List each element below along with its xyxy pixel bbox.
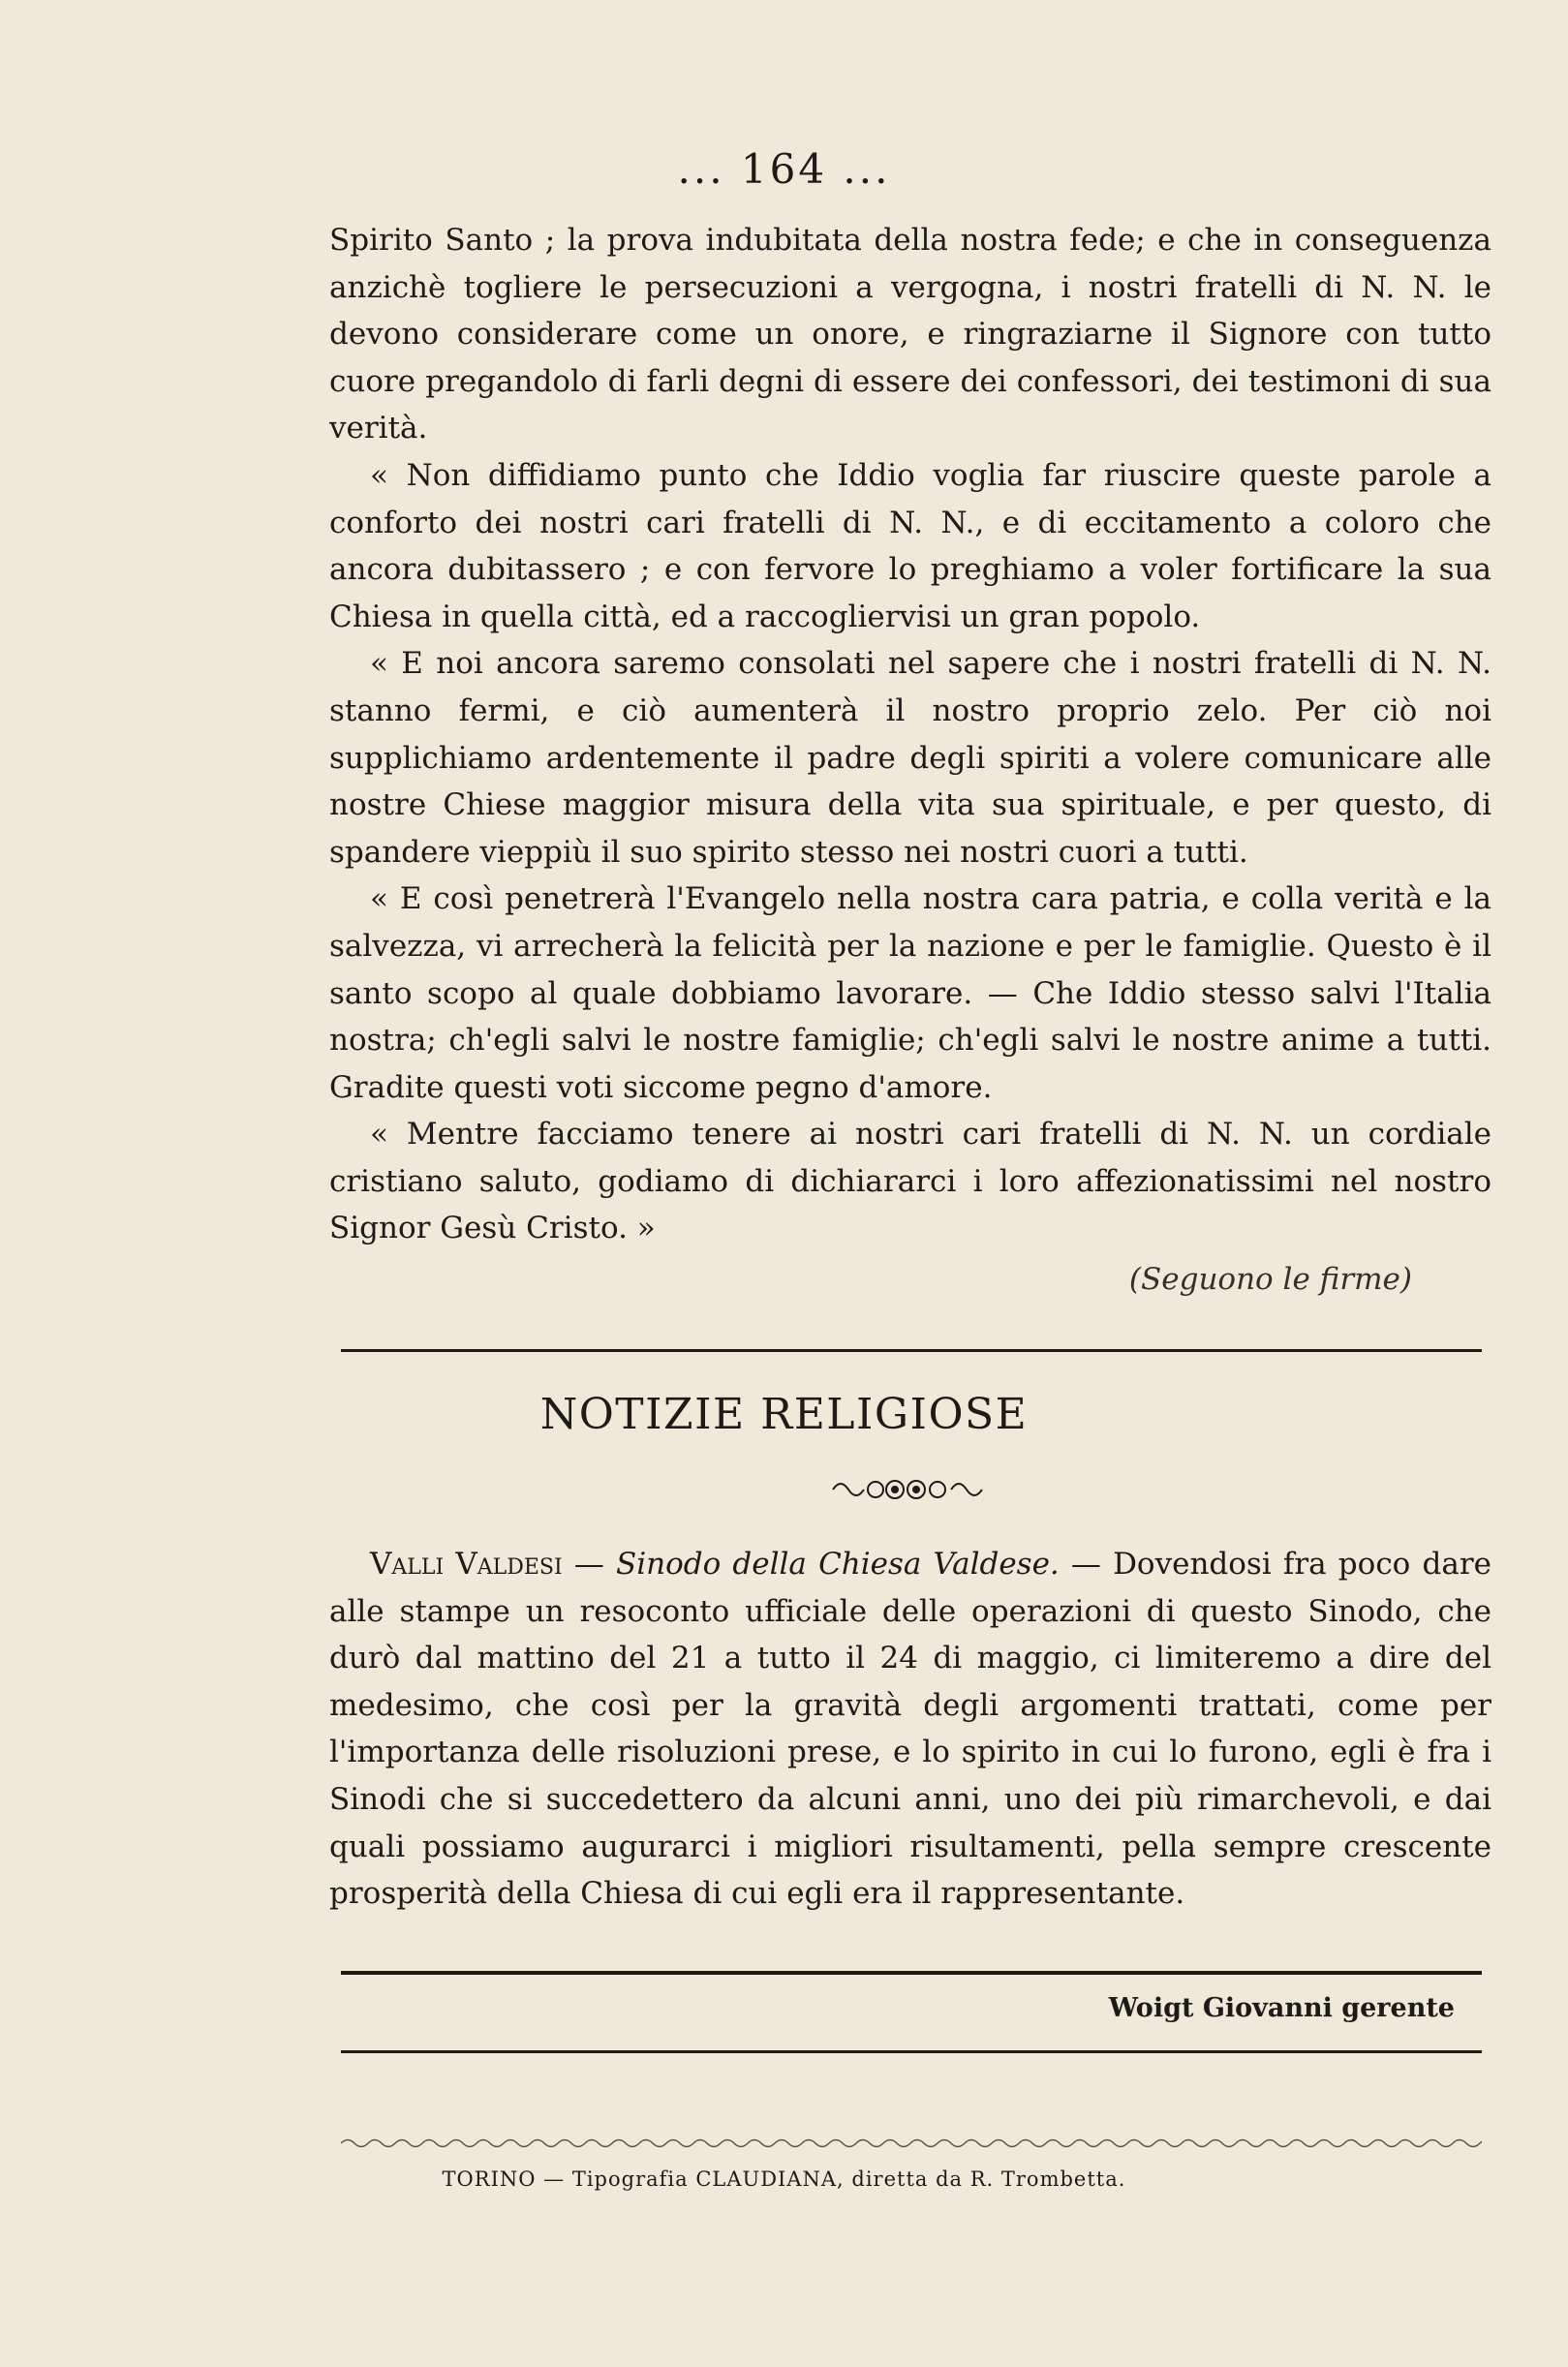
- letter-paragraph: « Mentre facciamo tenere ai nostri cari fratelli di N. N. un cordiale cristiano saluto, godiamo di dichiararci i loro affezionatissimi nel nostro Signor Gesù Cristo. »: [329, 1117, 1491, 1246]
- printer-imprint: TORINO — Tipografia CLAUDIANA, diretta da R. Trombetta.: [442, 2167, 1126, 2191]
- section-lead-caps: Valli Valdesi: [370, 1547, 563, 1582]
- letter-paragraph: « Non diffidiamo punto che Iddio voglia far riuscire queste parole a conforto dei nostri cari fratelli di N. N., e di eccitamento a coloro che ancora dubitassero ; e con fervore lo preghiamo a voler fortificare la sua Chiesa in quella città, ed a raccogliervisi un gran popolo.: [329, 457, 1491, 634]
- section-dash: —: [562, 1547, 616, 1582]
- letter-paragraph: « E così penetrerà l'Evangelo nella nostra cara patria, e colla verità e la salvezza, vi arrecherà la felicità per la nazione e per le famiglie. Questo è il santo scopo al quale dobbiamo lavorare. — Che Iddio stesso salvi l'Italia nostra; ch'egli salvi le nostre famiglie; ch'egli salvi le nostre anime a tutti. Gradite questi voti siccome pegno d'amore.: [329, 881, 1491, 1105]
- section-divider: [341, 1349, 1482, 1352]
- section-paragraph: [329, 1541, 1491, 1918]
- page-number: ... 164 ...: [677, 145, 891, 193]
- section-lead-italic: Sinodo della Chiesa Valdese.: [615, 1547, 1060, 1582]
- section-heading: NOTIZIE RELIGIOSE: [539, 1390, 1029, 1439]
- signature-note: (Seguono le firme): [1128, 1262, 1412, 1297]
- section-body: [329, 1541, 1491, 1918]
- manager-credit: Woigt Giovanni gerente: [1108, 1993, 1455, 2023]
- section-text: — Dovendosi fra poco dare alle stampe un resoconto ufficiale delle operazioni di questo Sinodo, che durò dal mattino del 21 a tutto il 24 di maggio, ci limiteremo a dire del medesimo, che così per la gravità degli argomenti trattati, come per l'importanza delle risoluzioni prese, e lo spirito in cui lo furono, egli è fra i Sinodi che si succedettero da alcuni anni, uno dei più rimarchevoli, e dai quali possiamo augurarci i migliori risultamenti, pella sempre crescente prosperità della Chiesa di cui egli era il rappresentante.: [329, 1547, 1491, 1912]
- footer-bottom-rule: [341, 2050, 1482, 2053]
- letter-paragraph: « E noi ancora saremo consolati nel sapere che i nostri fratelli di N. N. stanno fermi, e ciò aumenterà il nostro proprio zelo. Per ciò noi supplichiamo ardentemente il padre degli spiriti a volere comunicare alle nostre Chiese maggior misura della vita sua spirituale, e per questo, di spandere vieppiù il suo spirito stesso nei nostri cuori a tutti.: [329, 646, 1491, 870]
- letter-body: [329, 217, 1491, 1252]
- ornament-icon: [831, 1472, 986, 1507]
- footer-top-rule: [341, 1971, 1482, 1975]
- wavy-rule-icon: [341, 2136, 1482, 2150]
- letter-paragraph: Spirito Santo ; la prova indubitata della nostra fede; e che in conseguenza anzichè togliere le persecuzioni a vergogna, i nostri fratelli di N. N. le devono considerare come un onore, e ringraziarne il Signore con tutto cuore pregandolo di farli degni di essere dei confessori, dei testimoni di sua verità.: [329, 223, 1491, 446]
